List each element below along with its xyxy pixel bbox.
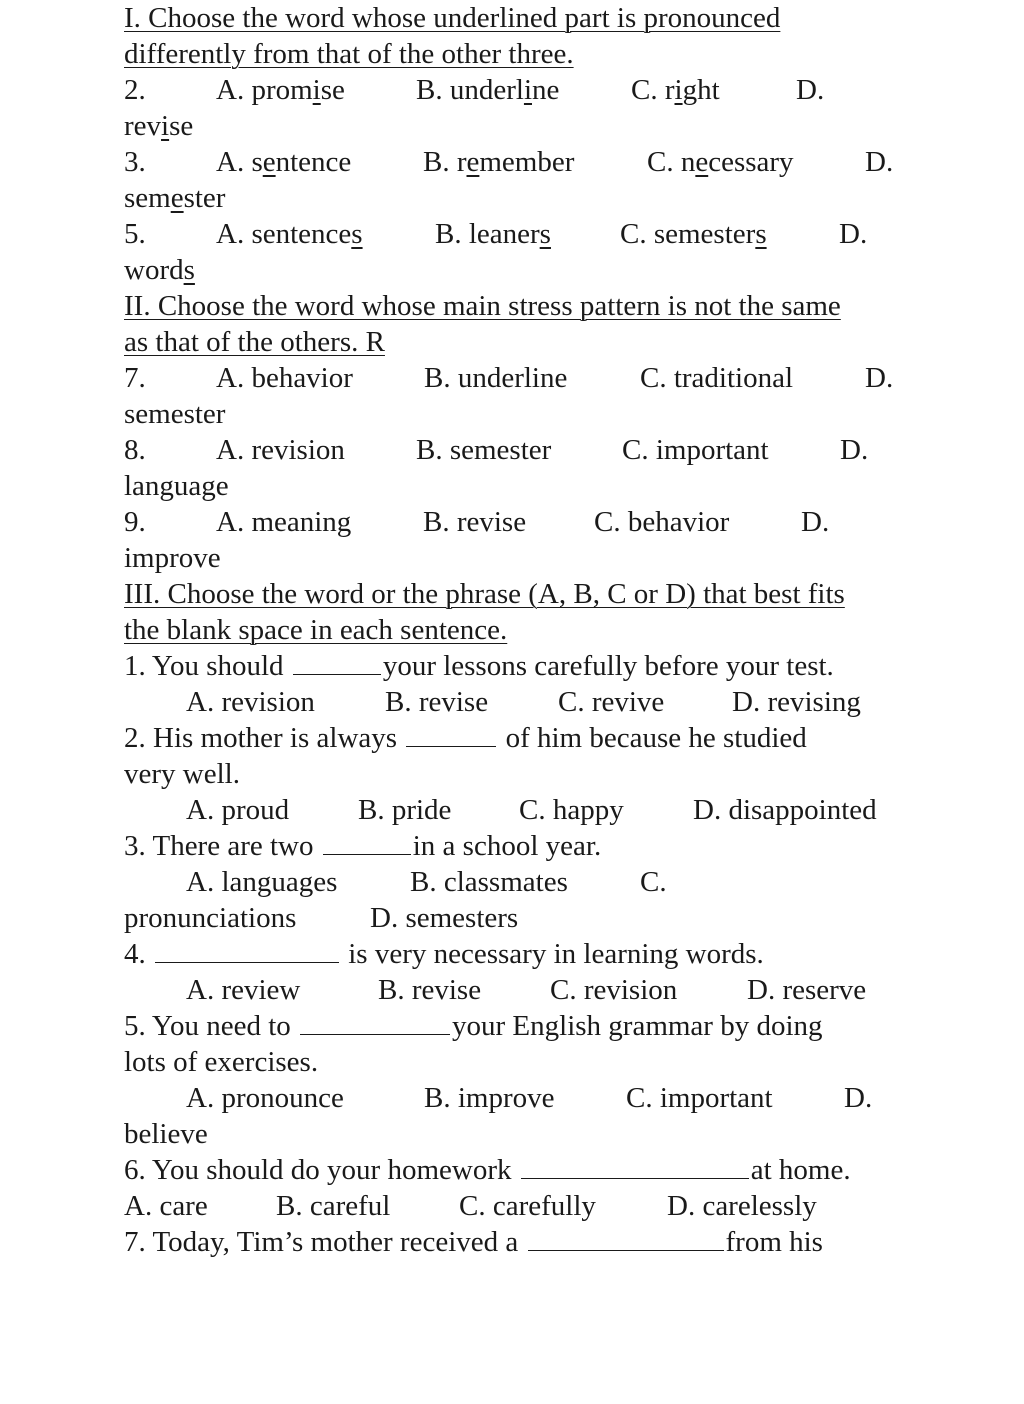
option-c-label: C. — [640, 866, 667, 898]
answer-blank[interactable] — [300, 1008, 450, 1035]
option-a: A. behavior — [216, 362, 353, 394]
option-d-word: words — [124, 254, 195, 286]
option-b: B. underline — [424, 362, 568, 394]
question-2-stem-cont: very well. — [124, 758, 240, 790]
option-d-label: D. — [844, 1082, 873, 1114]
option-c: C. necessary — [647, 146, 794, 178]
option-c: C. traditional — [640, 362, 794, 394]
answer-blank[interactable] — [155, 936, 339, 963]
option-a: A. languages — [186, 866, 338, 898]
option-d-word: language — [124, 470, 229, 502]
option-d: D. disappointed — [693, 794, 877, 826]
question-number: 9. — [124, 506, 146, 538]
question-1-stem: 1. You should your lessons carefully before your test. — [124, 650, 834, 682]
question-3-options — [124, 864, 924, 900]
question-2-options — [124, 72, 924, 108]
option-a: A. sentences — [216, 218, 363, 250]
question-6-options — [124, 1188, 924, 1224]
option-c: C. happy — [519, 794, 624, 826]
question-4-options — [124, 972, 924, 1008]
question-number: 3. — [124, 146, 146, 178]
option-c: C. semesters — [620, 218, 767, 250]
option-c-word: pronunciations — [124, 902, 297, 934]
question-4-stem: 4. is very necessary in learning words. — [124, 938, 764, 970]
question-8-options — [124, 432, 924, 468]
option-d-label: D. — [796, 74, 825, 106]
question-number: 7. — [124, 362, 146, 394]
option-a: A. review — [186, 974, 301, 1006]
option-b: B. improve — [424, 1082, 555, 1114]
option-b: B. leaners — [435, 218, 551, 250]
option-a: A. pronounce — [186, 1082, 344, 1114]
option-b: B. careful — [276, 1190, 391, 1222]
option-b: B. semester — [416, 434, 552, 466]
option-d-word: believe — [124, 1118, 208, 1150]
question-6-stem: 6. You should do your homework at home. — [124, 1154, 851, 1186]
question-5-stem: 5. You need to your English grammar by doing — [124, 1010, 823, 1042]
question-5-options — [124, 216, 924, 252]
option-d-label: D. — [840, 434, 869, 466]
option-d-word: semester — [124, 398, 226, 430]
question-2-options — [124, 792, 924, 828]
question-9-options — [124, 504, 924, 540]
option-c: C. carefully — [459, 1190, 596, 1222]
question-2-stem: 2. His mother is always of him because he studied — [124, 722, 807, 754]
option-b: B. classmates — [410, 866, 568, 898]
option-c: C. behavior — [594, 506, 730, 538]
answer-blank[interactable] — [528, 1224, 724, 1251]
option-a: A. revision — [216, 434, 345, 466]
option-a: A. revision — [186, 686, 315, 718]
option-a: A. meaning — [216, 506, 352, 538]
question-3-options-cont — [124, 900, 924, 936]
option-b: B. revise — [385, 686, 489, 718]
option-a: A. promise — [216, 74, 345, 106]
question-number: 8. — [124, 434, 146, 466]
section3-heading-line1: III. Choose the word or the phrase (A, B, C or D) that best fits — [124, 578, 845, 610]
section3-heading-line2: the blank space in each sentence. — [124, 614, 508, 646]
option-d-label: D. — [865, 146, 894, 178]
option-d: D. revising — [732, 686, 861, 718]
option-c: C. revive — [558, 686, 665, 718]
section2-heading-line2: as that of the others. R — [124, 326, 385, 358]
option-d: D. semesters — [370, 902, 519, 934]
question-number: 5. — [124, 218, 146, 250]
option-a: A. care — [124, 1190, 208, 1222]
option-b: B. pride — [358, 794, 452, 826]
option-c: C. important — [626, 1082, 773, 1114]
option-b: B. revise — [378, 974, 482, 1006]
question-3-options — [124, 144, 924, 180]
option-a: A. sentence — [216, 146, 352, 178]
answer-blank[interactable] — [293, 648, 381, 675]
option-d-label: D. — [865, 362, 894, 394]
option-d-word: semester — [124, 182, 226, 214]
question-5-stem-cont: lots of exercises. — [124, 1046, 319, 1078]
option-c: C. important — [622, 434, 769, 466]
answer-blank[interactable] — [521, 1152, 749, 1179]
question-5-options — [124, 1080, 924, 1116]
option-c: C. revision — [550, 974, 678, 1006]
option-a: A. proud — [186, 794, 290, 826]
option-d: D. reserve — [747, 974, 867, 1006]
question-7-stem: 7. Today, Tim’s mother received a from his — [124, 1226, 823, 1258]
option-b: B. remember — [423, 146, 575, 178]
option-d-word: improve — [124, 542, 221, 574]
option-d-label: D. — [801, 506, 830, 538]
section2-heading-line1: II. Choose the word whose main stress pattern is not the same — [124, 290, 841, 322]
option-d-label: D. — [839, 218, 868, 250]
question-7-options — [124, 360, 924, 396]
option-d-word: revise — [124, 110, 194, 142]
answer-blank[interactable] — [406, 720, 496, 747]
option-b: B. revise — [423, 506, 527, 538]
question-3-stem: 3. There are two in a school year. — [124, 830, 602, 862]
question-number: 2. — [124, 74, 146, 106]
answer-blank[interactable] — [323, 828, 411, 855]
option-c: C. right — [631, 74, 720, 106]
section1-heading-line2: differently from that of the other three. — [124, 38, 574, 70]
question-1-options — [124, 684, 924, 720]
section1-heading-line1: I. Choose the word whose underlined part is pronounced — [124, 2, 781, 34]
option-d: D. carelessly — [667, 1190, 817, 1222]
option-b: B. underline — [416, 74, 560, 106]
